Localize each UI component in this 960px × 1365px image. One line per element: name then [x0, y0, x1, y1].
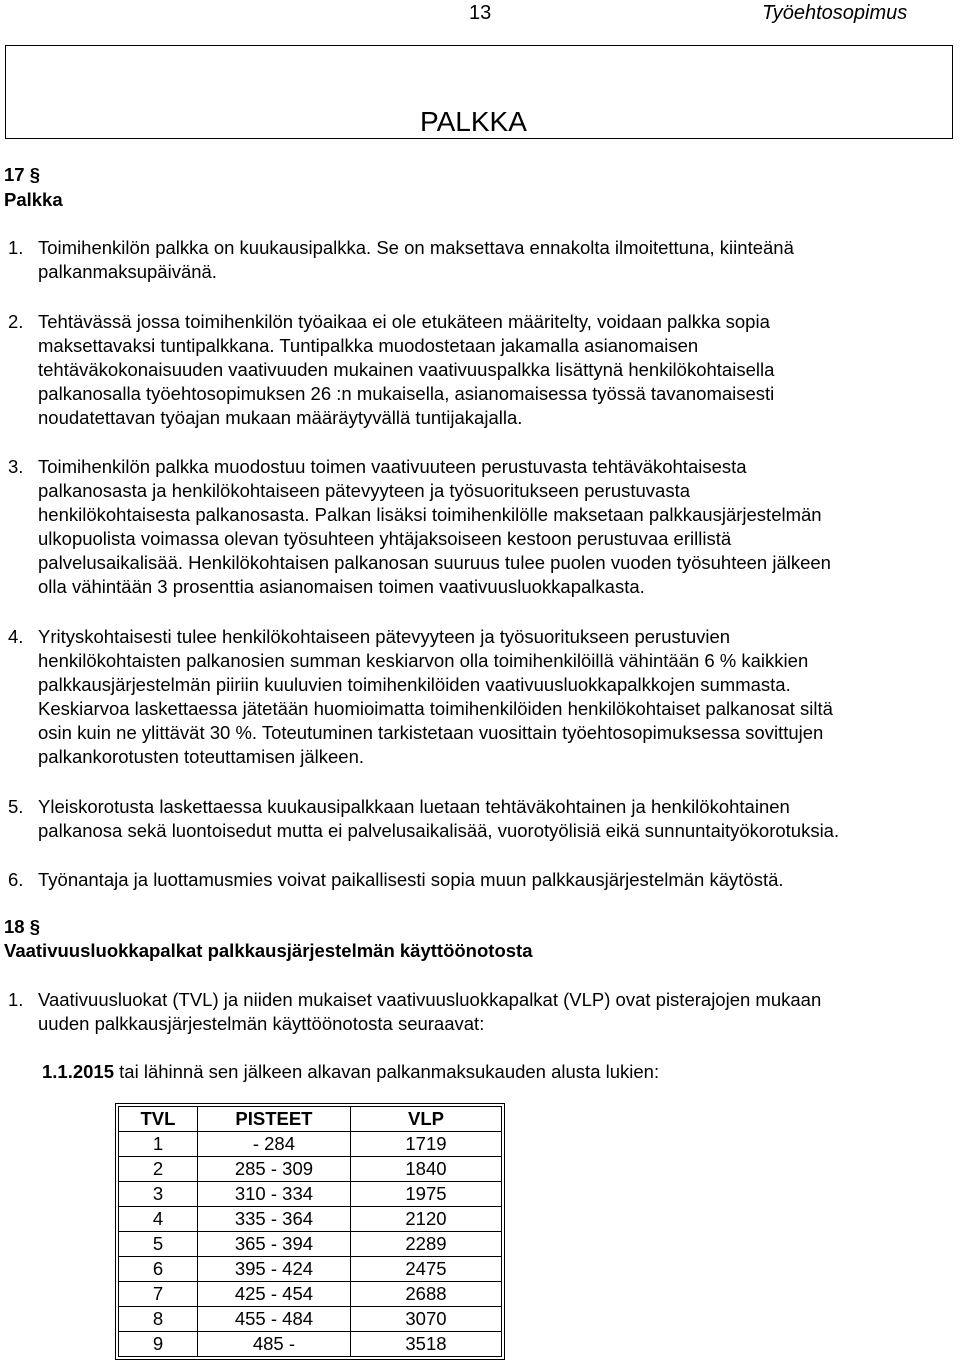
paragraph-line: maksettavaksi tuntipalkkana. Tuntipalkka muodostetaan jakamalla asianomaisen — [38, 335, 699, 356]
paragraph-line: palkanmaksupäivänä. — [38, 261, 217, 282]
section-17-heading — [4, 163, 40, 187]
table-row — [119, 1307, 502, 1332]
paragraph-line: uuden palkkausjärjestelmän käyttöönotosta seuraavat: — [38, 1013, 485, 1034]
paragraph-line: Toimihenkilön palkka on kuukausipalkka. Se on maksettava ennakolta ilmoitettuna, kiinteänä — [38, 237, 794, 258]
cell-vlp: 3518 — [350, 1332, 501, 1357]
paragraph-line: palkanosa sekä luontoisedut mutta ei palvelusaikalisää, vuorotyölisiä eikä sunnuntaityökorotuksia. — [38, 820, 840, 841]
item-number: 1. — [8, 237, 24, 258]
cell-pisteet: 365 - 394 — [197, 1232, 350, 1257]
cell-pisteet: 455 - 484 — [197, 1307, 350, 1332]
cell-tvl: 8 — [119, 1307, 198, 1332]
section-number: 18 — [4, 916, 25, 937]
section-sign-icon: § — [29, 916, 41, 937]
cell-tvl: 2 — [119, 1157, 198, 1182]
section-number: 17 — [4, 164, 25, 185]
item-number: 2. — [8, 311, 24, 332]
cell-vlp: 1975 — [350, 1182, 501, 1207]
cell-pisteet: 310 - 334 — [197, 1182, 350, 1207]
cell-vlp: 3070 — [350, 1307, 501, 1332]
cell-pisteet: 335 - 364 — [197, 1207, 350, 1232]
paragraph-line: osin kuin ne ylittävät 30 %. Toteutuminen tarkistetaan vuosittain työehtosopimuksessa sovittujen — [38, 722, 824, 743]
paragraph-line: Keskiarvoa laskettaessa jätetään huomioimatta toimihenkilöiden henkilökohtaiset palkanosat siltä — [38, 698, 833, 719]
section-18-heading — [4, 915, 40, 939]
cell-pisteet: 395 - 424 — [197, 1257, 350, 1282]
table-row — [119, 1282, 502, 1307]
cell-tvl: 1 — [119, 1132, 198, 1157]
table-row — [119, 1132, 502, 1157]
table-row — [119, 1332, 502, 1357]
column-header-pisteet: PISTEET — [197, 1107, 350, 1132]
cell-pisteet: 425 - 454 — [197, 1282, 350, 1307]
paragraph-line: Yleiskorotusta laskettaessa kuukausipalkkaan luetaan tehtäväkohtainen ja henkilökohtainen — [38, 796, 790, 817]
cell-tvl: 4 — [119, 1207, 198, 1232]
paragraph-line: henkilökohtaisten palkanosien summan keskiarvon olla toimihenkilöillä vähintään 6 % kaikkien — [38, 650, 809, 671]
item-number: 5. — [8, 796, 24, 817]
paragraph-line: Toimihenkilön palkka muodostuu toimen vaativuuteen perustuvasta tehtäväkohtaisesta — [38, 456, 747, 477]
column-header-tvl: TVL — [119, 1107, 198, 1132]
section-sign-icon: § — [29, 164, 41, 185]
table-row — [119, 1257, 502, 1282]
cell-vlp: 2688 — [350, 1282, 501, 1307]
table-header-row — [119, 1107, 502, 1132]
item-number: 3. — [8, 456, 24, 477]
paragraph-line: Työnantaja ja luottamusmies voivat paikallisesti sopia muun palkkausjärjestelmän käytöstä. — [38, 869, 784, 890]
table-row — [119, 1182, 502, 1207]
item-number: 4. — [8, 626, 24, 647]
cell-vlp: 1719 — [350, 1132, 501, 1157]
cell-pisteet: - 284 — [197, 1132, 350, 1157]
paragraph-line: palkanosasta ja henkilökohtaiseen pätevyyteen ja työsuoritukseen perustuvasta — [38, 480, 691, 501]
effective-date: 1.1.2015 — [42, 1061, 115, 1082]
main-title: PALKKA — [420, 106, 527, 137]
cell-vlp: 1840 — [350, 1157, 501, 1182]
paragraph-line: palkankorotusten toteuttamisen jälkeen. — [38, 746, 365, 767]
paragraph-line: tehtäväkokonaisuuden vaativuuden mukainen vaativuuspalkka lisättynä henkilökohtaisella — [38, 359, 775, 380]
item-number: 6. — [8, 869, 24, 890]
paragraph-line: Yrityskohtaisesti tulee henkilökohtaiseen pätevyyteen ja työsuoritukseen perustuvien — [38, 626, 731, 647]
table-row — [119, 1157, 502, 1182]
section-18-title: Vaativuusluokkapalkat palkkausjärjestelmän käyttöönotosta — [4, 940, 533, 961]
page-number: 13 — [469, 2, 492, 24]
cell-vlp: 2475 — [350, 1257, 501, 1282]
salary-table — [118, 1106, 502, 1357]
paragraph-line: palkkausjärjestelmän piiriin kuuluvien toimihenkilöiden vaativuusluokkapalkkojen summasta. — [38, 674, 791, 695]
table-row — [119, 1207, 502, 1232]
paragraph-line: palkanosalla työehtosopimuksen 26 :n mukaisella, asianomaisessa työssä tavanomaisesti — [38, 383, 775, 404]
paragraph-line: noudatettavan työajan mukaan määräytyvällä tuntijakajalla. — [38, 407, 523, 428]
cell-tvl: 6 — [119, 1257, 198, 1282]
paragraph-line: Vaativuusluokat (TVL) ja niiden mukaiset vaativuusluokkapalkat (VLP) ovat pisterajojen mukaan — [38, 989, 822, 1010]
table-row — [119, 1232, 502, 1257]
paragraph-line: henkilökohtaisesta palkanosasta. Palkan lisäksi toimihenkilölle maksetaan palkkausjärjestelmän — [38, 504, 822, 525]
section-17-title: Palkka — [4, 189, 63, 210]
cell-vlp: 2120 — [350, 1207, 501, 1232]
effective-date-line — [42, 1060, 659, 1084]
column-header-vlp: VLP — [350, 1107, 501, 1132]
document-title: Työehtosopimus — [762, 2, 908, 24]
effective-date-text: tai lähinnä sen jälkeen alkavan palkanmaksukauden alusta lukien: — [114, 1061, 660, 1082]
cell-tvl: 3 — [119, 1182, 198, 1207]
paragraph-line: Tehtävässä jossa toimihenkilön työaikaa ei ole etukäteen määritelty, voidaan palkka sopia — [38, 311, 770, 332]
paragraph-line: palvelusaikalisää. Henkilökohtaisen palkanosan suuruus tulee puolen vuoden työsuhteen jälkeen — [38, 552, 831, 573]
paragraph-line: olla vähintään 3 prosenttia asianomaisen toimen vaativuusluokkapalkasta. — [38, 576, 645, 597]
cell-pisteet: 285 - 309 — [197, 1157, 350, 1182]
cell-tvl: 5 — [119, 1232, 198, 1257]
cell-tvl: 9 — [119, 1332, 198, 1357]
cell-pisteet: 485 - — [197, 1332, 350, 1357]
item-number: 1. — [8, 989, 24, 1010]
cell-tvl: 7 — [119, 1282, 198, 1307]
cell-vlp: 2289 — [350, 1232, 501, 1257]
paragraph-line: ulkopuolista voimassa olevan työsuhteen yhtäjaksoiseen kestoon perustuvaa erillistä — [38, 528, 732, 549]
